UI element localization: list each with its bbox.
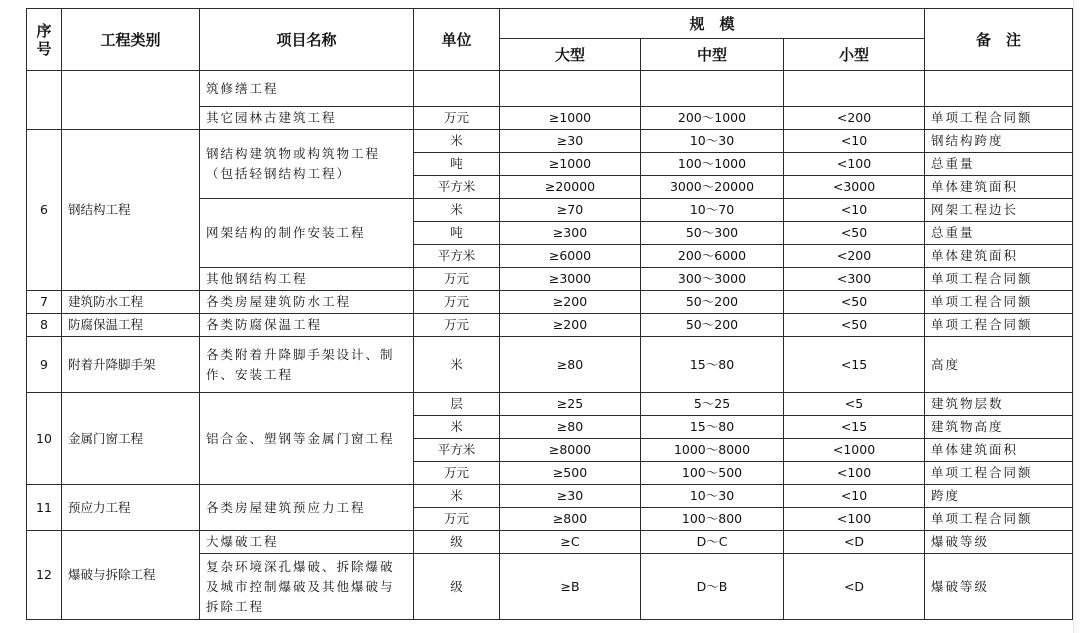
cell-category: 金属门窗工程 xyxy=(62,393,200,485)
cell-note: 单体建筑面积 xyxy=(925,439,1073,462)
cell-category: 预应力工程 xyxy=(62,485,200,531)
cell-no: 6 xyxy=(27,130,62,291)
cell-note: 单项工程合同额 xyxy=(925,462,1073,485)
cell-small: <300 xyxy=(784,268,925,291)
cell-item: 钢结构建筑物或构筑物工程（包括轻钢结构工程） xyxy=(200,130,414,199)
cell-medium: 100～1000 xyxy=(641,153,784,176)
cell-category: 建筑防水工程 xyxy=(62,291,200,314)
cell-small: <D xyxy=(784,531,925,554)
cell-small xyxy=(784,71,925,107)
header-no xyxy=(27,9,62,71)
cell-unit: 层 xyxy=(414,393,500,416)
cell-category: 钢结构工程 xyxy=(62,130,200,291)
cell-note: 单项工程合同额 xyxy=(925,314,1073,337)
cell-medium: 100～800 xyxy=(641,508,784,531)
cell-unit: 万元 xyxy=(414,314,500,337)
cell-large: ≥500 xyxy=(500,462,641,485)
cell-large: ≥30 xyxy=(500,485,641,508)
cell-note: 总重量 xyxy=(925,153,1073,176)
cell-small: <100 xyxy=(784,508,925,531)
cell-category xyxy=(62,71,200,130)
cell-note xyxy=(925,71,1073,107)
cell-large: ≥200 xyxy=(500,314,641,337)
cell-unit: 米 xyxy=(414,199,500,222)
cell-item: 各类房屋建筑预应力工程 xyxy=(200,485,414,531)
cell-note: 总重量 xyxy=(925,222,1073,245)
cell-no: 8 xyxy=(27,314,62,337)
cell-medium: 50～300 xyxy=(641,222,784,245)
cell-small: <10 xyxy=(784,485,925,508)
cell-large: ≥20000 xyxy=(500,176,641,199)
cell-medium: 15～80 xyxy=(641,416,784,439)
cell-item: 网架结构的制作安装工程 xyxy=(200,199,414,268)
cell-small: <10 xyxy=(784,199,925,222)
cell-item: 各类防腐保温工程 xyxy=(200,314,414,337)
cell-note: 高度 xyxy=(925,337,1073,393)
cell-small: <200 xyxy=(784,107,925,130)
cell-item: 筑修缮工程 xyxy=(200,71,414,107)
header-large: 大型 xyxy=(500,39,641,71)
cell-large: ≥25 xyxy=(500,393,641,416)
table-row xyxy=(27,531,1073,554)
header-medium: 中型 xyxy=(641,39,784,71)
cell-medium: 10～30 xyxy=(641,130,784,153)
cell-note: 钢结构跨度 xyxy=(925,130,1073,153)
table-row xyxy=(27,71,1073,107)
cell-unit xyxy=(414,71,500,107)
cell-item: 其他钢结构工程 xyxy=(200,268,414,291)
cell-item: 铝合金、塑钢等金属门窗工程 xyxy=(200,393,414,485)
cell-small: <200 xyxy=(784,245,925,268)
header-no-bottom: 号 xyxy=(36,39,52,58)
cell-no: 9 xyxy=(27,337,62,393)
cell-large: ≥80 xyxy=(500,416,641,439)
cell-medium: D～B xyxy=(641,554,784,620)
cell-item: 复杂环境深孔爆破、拆除爆破及城市控制爆破及其他爆破与拆除工程 xyxy=(200,554,414,620)
cell-small: <1000 xyxy=(784,439,925,462)
cell-note: 建筑物层数 xyxy=(925,393,1073,416)
cell-category: 爆破与拆除工程 xyxy=(62,531,200,620)
cell-small: <15 xyxy=(784,416,925,439)
cell-note: 爆破等级 xyxy=(925,554,1073,620)
cell-note: 网架工程边长 xyxy=(925,199,1073,222)
cell-medium: 200～6000 xyxy=(641,245,784,268)
cell-unit: 万元 xyxy=(414,291,500,314)
cell-unit: 米 xyxy=(414,416,500,439)
cell-medium: 10～70 xyxy=(641,199,784,222)
cell-note: 单体建筑面积 xyxy=(925,245,1073,268)
cell-large: ≥200 xyxy=(500,291,641,314)
cell-medium: 100～500 xyxy=(641,462,784,485)
cell-no: 7 xyxy=(27,291,62,314)
engineering-scale-table xyxy=(26,8,1073,620)
header-no-top: 序 xyxy=(36,21,52,40)
cell-large: ≥8000 xyxy=(500,439,641,462)
cell-large: ≥300 xyxy=(500,222,641,245)
cell-medium: 10～30 xyxy=(641,485,784,508)
cell-no xyxy=(27,71,62,130)
cell-large xyxy=(500,71,641,107)
cell-small: <5 xyxy=(784,393,925,416)
cell-note: 单项工程合同额 xyxy=(925,291,1073,314)
cell-no: 10 xyxy=(27,393,62,485)
cell-medium: 50～200 xyxy=(641,291,784,314)
cell-item: 大爆破工程 xyxy=(200,531,414,554)
cell-item: 其它园林古建筑工程 xyxy=(200,107,414,130)
table-row xyxy=(27,337,1073,393)
cell-unit: 万元 xyxy=(414,462,500,485)
cell-large: ≥3000 xyxy=(500,268,641,291)
cell-note: 单项工程合同额 xyxy=(925,268,1073,291)
cell-large: ≥C xyxy=(500,531,641,554)
table-row xyxy=(27,485,1073,508)
header-item: 项目名称 xyxy=(200,9,414,71)
cell-unit: 吨 xyxy=(414,153,500,176)
header-row xyxy=(27,9,1073,39)
header-scale: 规 模 xyxy=(500,9,925,39)
cell-unit: 平方米 xyxy=(414,176,500,199)
cell-item: 各类附着升降脚手架设计、制作、安装工程 xyxy=(200,337,414,393)
cell-category: 附着升降脚手架 xyxy=(62,337,200,393)
cell-large: ≥70 xyxy=(500,199,641,222)
header-small: 小型 xyxy=(784,39,925,71)
cell-note: 单体建筑面积 xyxy=(925,176,1073,199)
cell-large: ≥1000 xyxy=(500,153,641,176)
cell-note: 爆破等级 xyxy=(925,531,1073,554)
cell-unit: 米 xyxy=(414,337,500,393)
cell-large: ≥80 xyxy=(500,337,641,393)
page-edge xyxy=(1073,0,1080,633)
cell-small: <50 xyxy=(784,314,925,337)
cell-unit: 米 xyxy=(414,130,500,153)
cell-small: <D xyxy=(784,554,925,620)
cell-small: <50 xyxy=(784,291,925,314)
cell-medium: 1000～8000 xyxy=(641,439,784,462)
header-note: 备 注 xyxy=(925,9,1073,71)
cell-small: <3000 xyxy=(784,176,925,199)
cell-large: ≥800 xyxy=(500,508,641,531)
cell-medium: 300～3000 xyxy=(641,268,784,291)
cell-unit: 平方米 xyxy=(414,439,500,462)
cell-small: <10 xyxy=(784,130,925,153)
cell-small: <50 xyxy=(784,222,925,245)
cell-large: ≥1000 xyxy=(500,107,641,130)
cell-unit: 万元 xyxy=(414,107,500,130)
cell-large: ≥6000 xyxy=(500,245,641,268)
cell-large: ≥B xyxy=(500,554,641,620)
cell-unit: 万元 xyxy=(414,508,500,531)
cell-note: 单项工程合同额 xyxy=(925,508,1073,531)
header-unit: 单位 xyxy=(414,9,500,71)
cell-unit: 级 xyxy=(414,554,500,620)
cell-medium: 5～25 xyxy=(641,393,784,416)
cell-category: 防腐保温工程 xyxy=(62,314,200,337)
cell-medium xyxy=(641,71,784,107)
cell-unit: 吨 xyxy=(414,222,500,245)
header-category: 工程类别 xyxy=(62,9,200,71)
cell-no: 11 xyxy=(27,485,62,531)
cell-note: 跨度 xyxy=(925,485,1073,508)
table-row xyxy=(27,314,1073,337)
cell-medium: 15～80 xyxy=(641,337,784,393)
cell-small: <15 xyxy=(784,337,925,393)
cell-medium: 3000～20000 xyxy=(641,176,784,199)
cell-unit: 米 xyxy=(414,485,500,508)
cell-note: 建筑物高度 xyxy=(925,416,1073,439)
cell-small: <100 xyxy=(784,462,925,485)
table-row xyxy=(27,291,1073,314)
cell-item: 各类房屋建筑防水工程 xyxy=(200,291,414,314)
table-row xyxy=(27,393,1073,416)
cell-large: ≥30 xyxy=(500,130,641,153)
cell-unit: 平方米 xyxy=(414,245,500,268)
cell-note: 单项工程合同额 xyxy=(925,107,1073,130)
cell-medium: 200～1000 xyxy=(641,107,784,130)
cell-unit: 级 xyxy=(414,531,500,554)
cell-medium: 50～200 xyxy=(641,314,784,337)
cell-medium: D～C xyxy=(641,531,784,554)
cell-unit: 万元 xyxy=(414,268,500,291)
cell-small: <100 xyxy=(784,153,925,176)
table-row xyxy=(27,130,1073,153)
cell-no: 12 xyxy=(27,531,62,620)
